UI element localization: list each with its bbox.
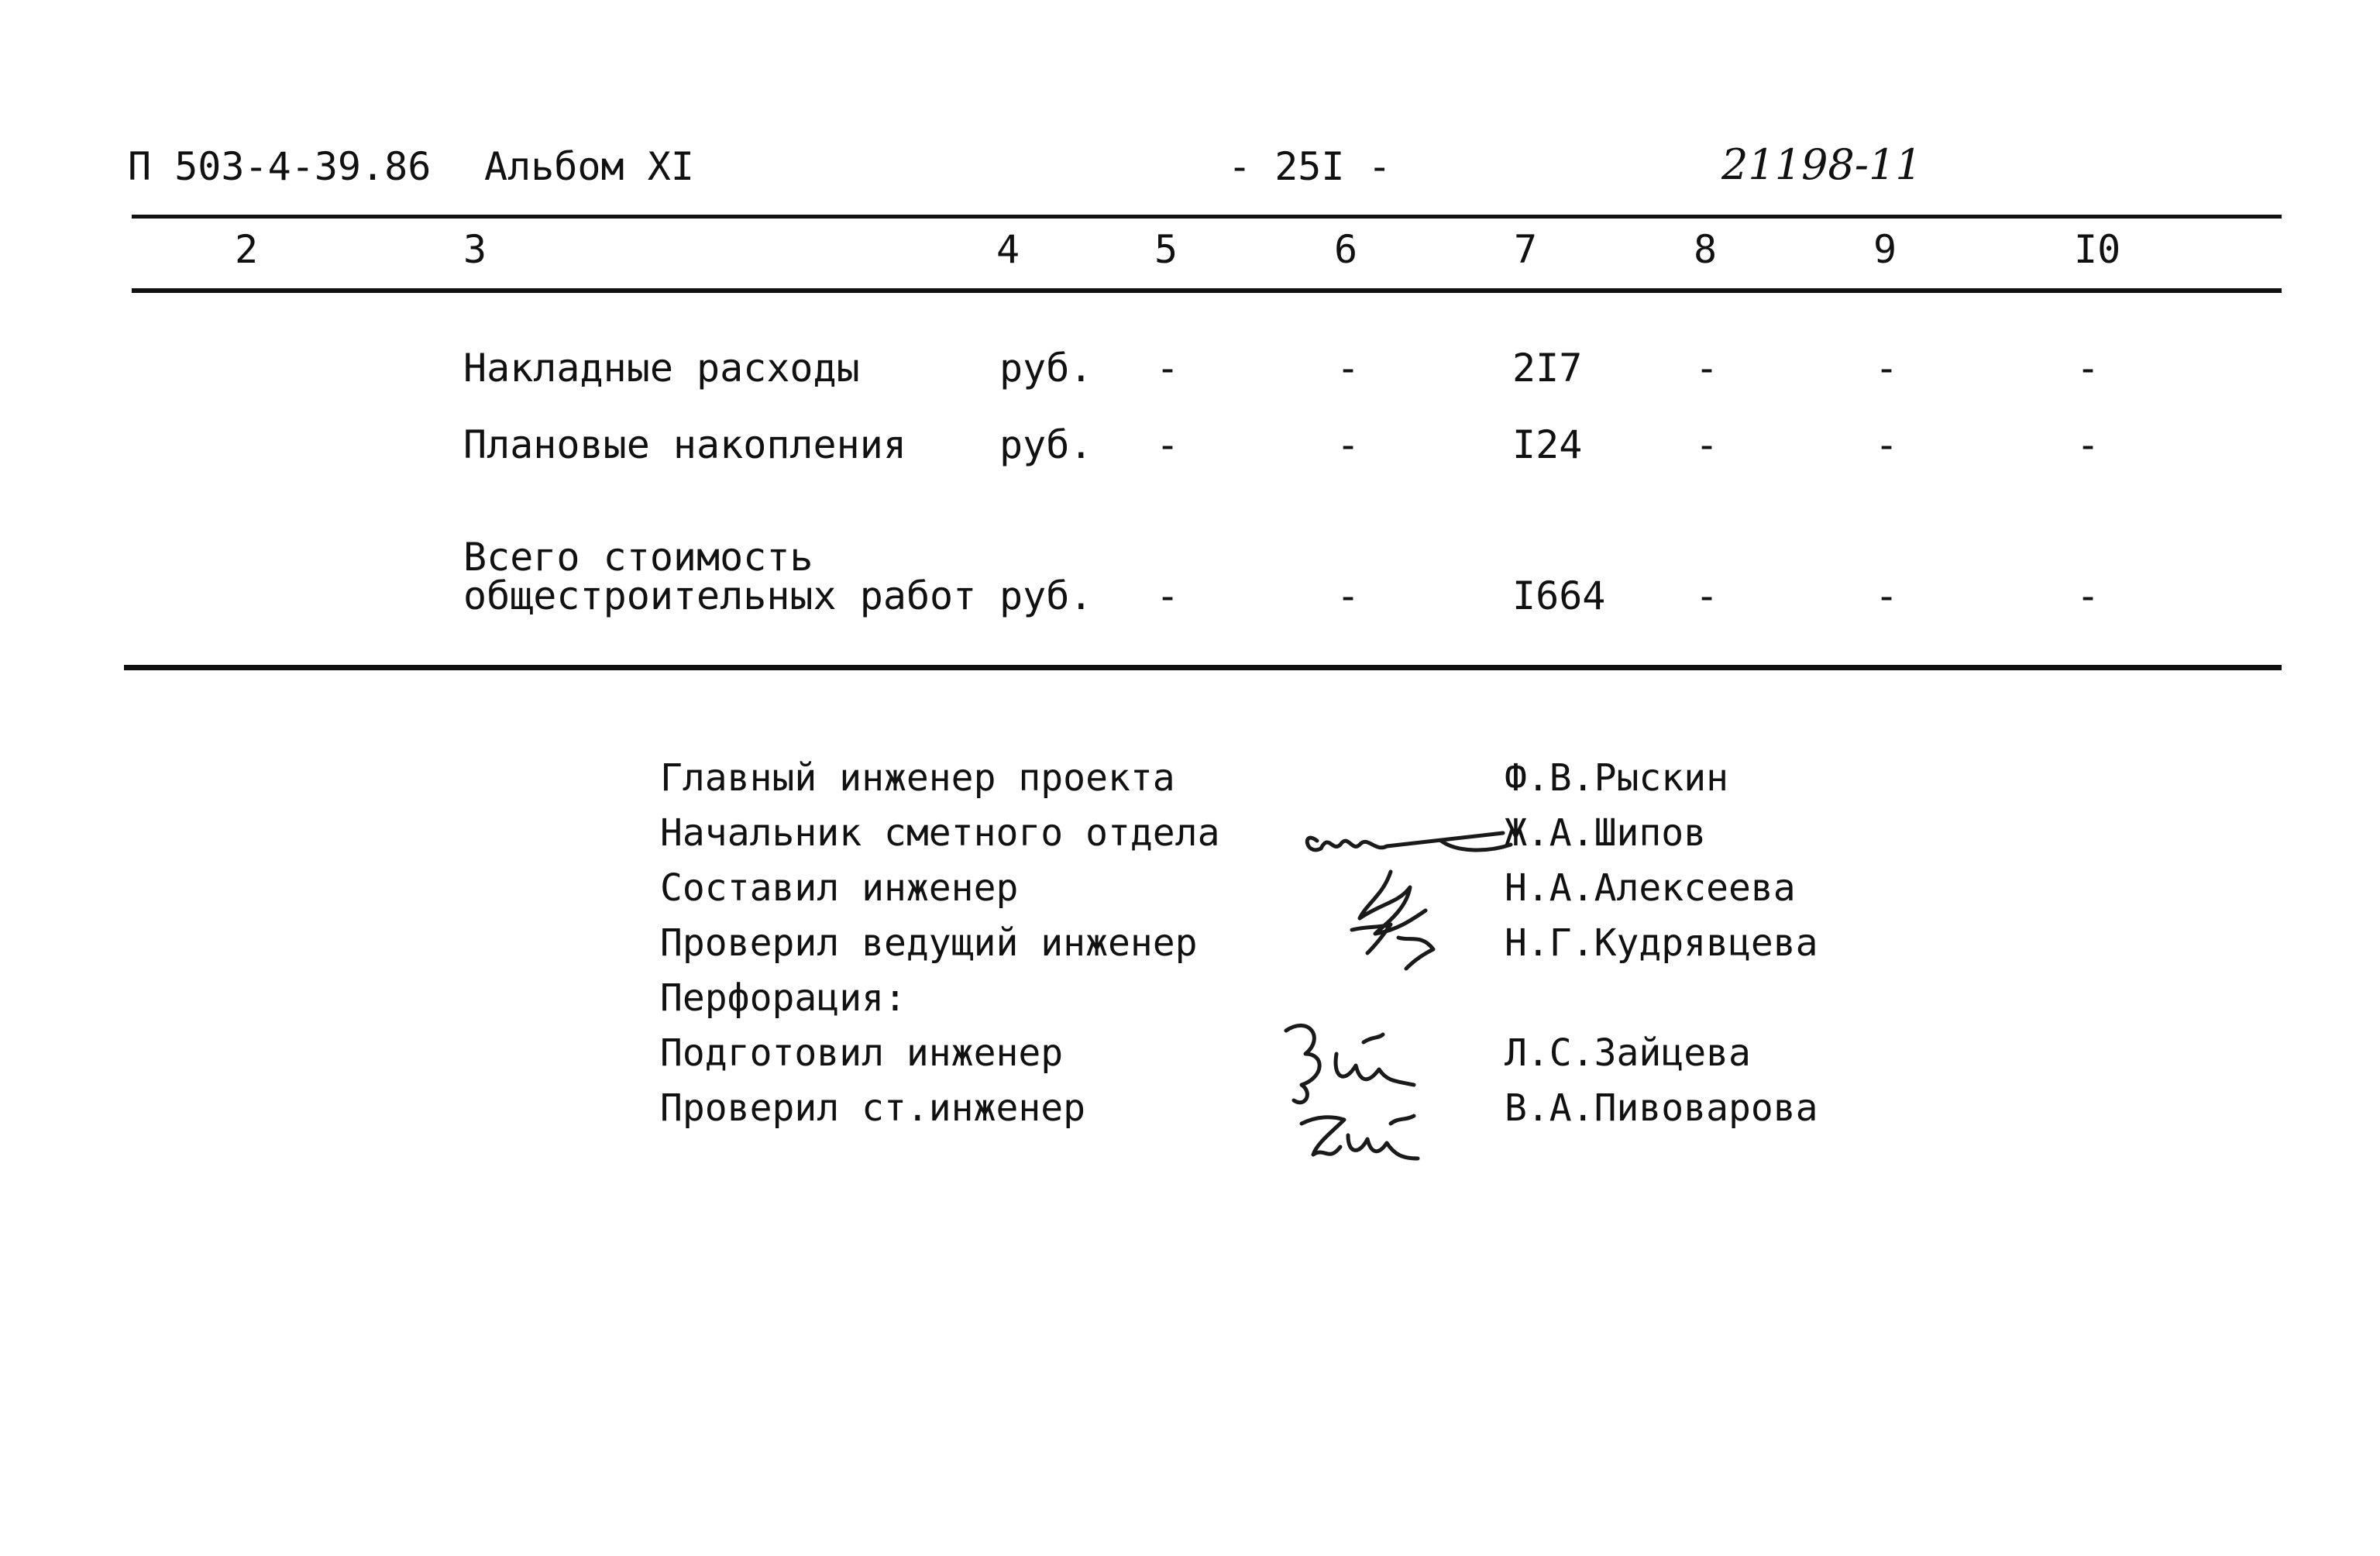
approval-role: Проверил ведущий инженер (660, 921, 1198, 965)
column-number-10: I0 (2074, 227, 2121, 272)
row-name: Плановые накопления (463, 422, 906, 467)
row-col8: - (1695, 346, 1719, 391)
column-number-2: 2 (235, 227, 259, 272)
row-col6: - (1336, 422, 1360, 467)
signature-perforation (1271, 1007, 1472, 1193)
column-number-9: 9 (1873, 227, 1897, 272)
approval-person: Н.Г.Кудрявцева (1505, 921, 1818, 965)
approval-role: Проверил ст.инженер (660, 1086, 1086, 1130)
column-number-3: 3 (463, 227, 487, 272)
row-unit: руб. (999, 346, 1093, 391)
column-number-6: 6 (1334, 227, 1358, 272)
page-number: - 25I - (1228, 144, 1391, 189)
approval-person: Ф.В.Рыскин (1505, 756, 1728, 800)
approval-person: Н.А.Алексеева (1505, 866, 1796, 910)
row-col10: - (2076, 346, 2100, 391)
row-unit: руб. (999, 573, 1093, 618)
row-col9: - (1875, 346, 1899, 391)
approval-role: Составил инженер (660, 866, 1019, 910)
row-col6: - (1336, 573, 1360, 618)
signature-compiler (1336, 856, 1460, 980)
row-unit: руб. (999, 422, 1093, 467)
approval-person: Ж.А.Шипов (1505, 811, 1707, 855)
row-col8: - (1695, 573, 1719, 618)
row-col10: - (2076, 573, 2100, 618)
row-col9: - (1875, 573, 1899, 618)
row-col7: 2I7 (1512, 346, 1583, 391)
row-name-line1: Всего стоимость (463, 535, 813, 580)
row-col9: - (1875, 422, 1899, 467)
approval-role: Главный инженер проекта (660, 756, 1175, 800)
table-bottom-rule (124, 665, 2282, 670)
row-name-line2: общестроительных работ (463, 573, 977, 618)
header-top-rule (132, 215, 2282, 219)
approval-person: В.А.Пивоварова (1505, 1086, 1818, 1130)
column-number-7: 7 (1514, 227, 1538, 272)
document-code: П 503-4-39.86 (128, 144, 432, 189)
row-col5: - (1156, 346, 1180, 391)
row-col10: - (2076, 422, 2100, 467)
column-number-8: 8 (1694, 227, 1718, 272)
approval-role: Подготовил инженер (660, 1031, 1064, 1075)
perforation-label: Перфорация: (660, 976, 906, 1020)
album-label: Альбом XI (484, 144, 694, 189)
row-col6: - (1336, 346, 1360, 391)
row-col7: I664 (1512, 573, 1606, 618)
approval-role: Начальник сметного отдела (660, 811, 1220, 855)
header-bottom-rule (132, 288, 2282, 293)
column-number-5: 5 (1154, 227, 1178, 272)
row-col5: - (1156, 422, 1180, 467)
row-col5: - (1156, 573, 1180, 618)
row-col8: - (1695, 422, 1719, 467)
inventory-number: 21198-11 (1721, 140, 1922, 189)
row-name: Накладные расходы (463, 346, 860, 391)
column-number-4: 4 (996, 227, 1020, 272)
approval-person: Л.С.Зайцева (1505, 1031, 1751, 1075)
row-col7: I24 (1512, 422, 1583, 467)
